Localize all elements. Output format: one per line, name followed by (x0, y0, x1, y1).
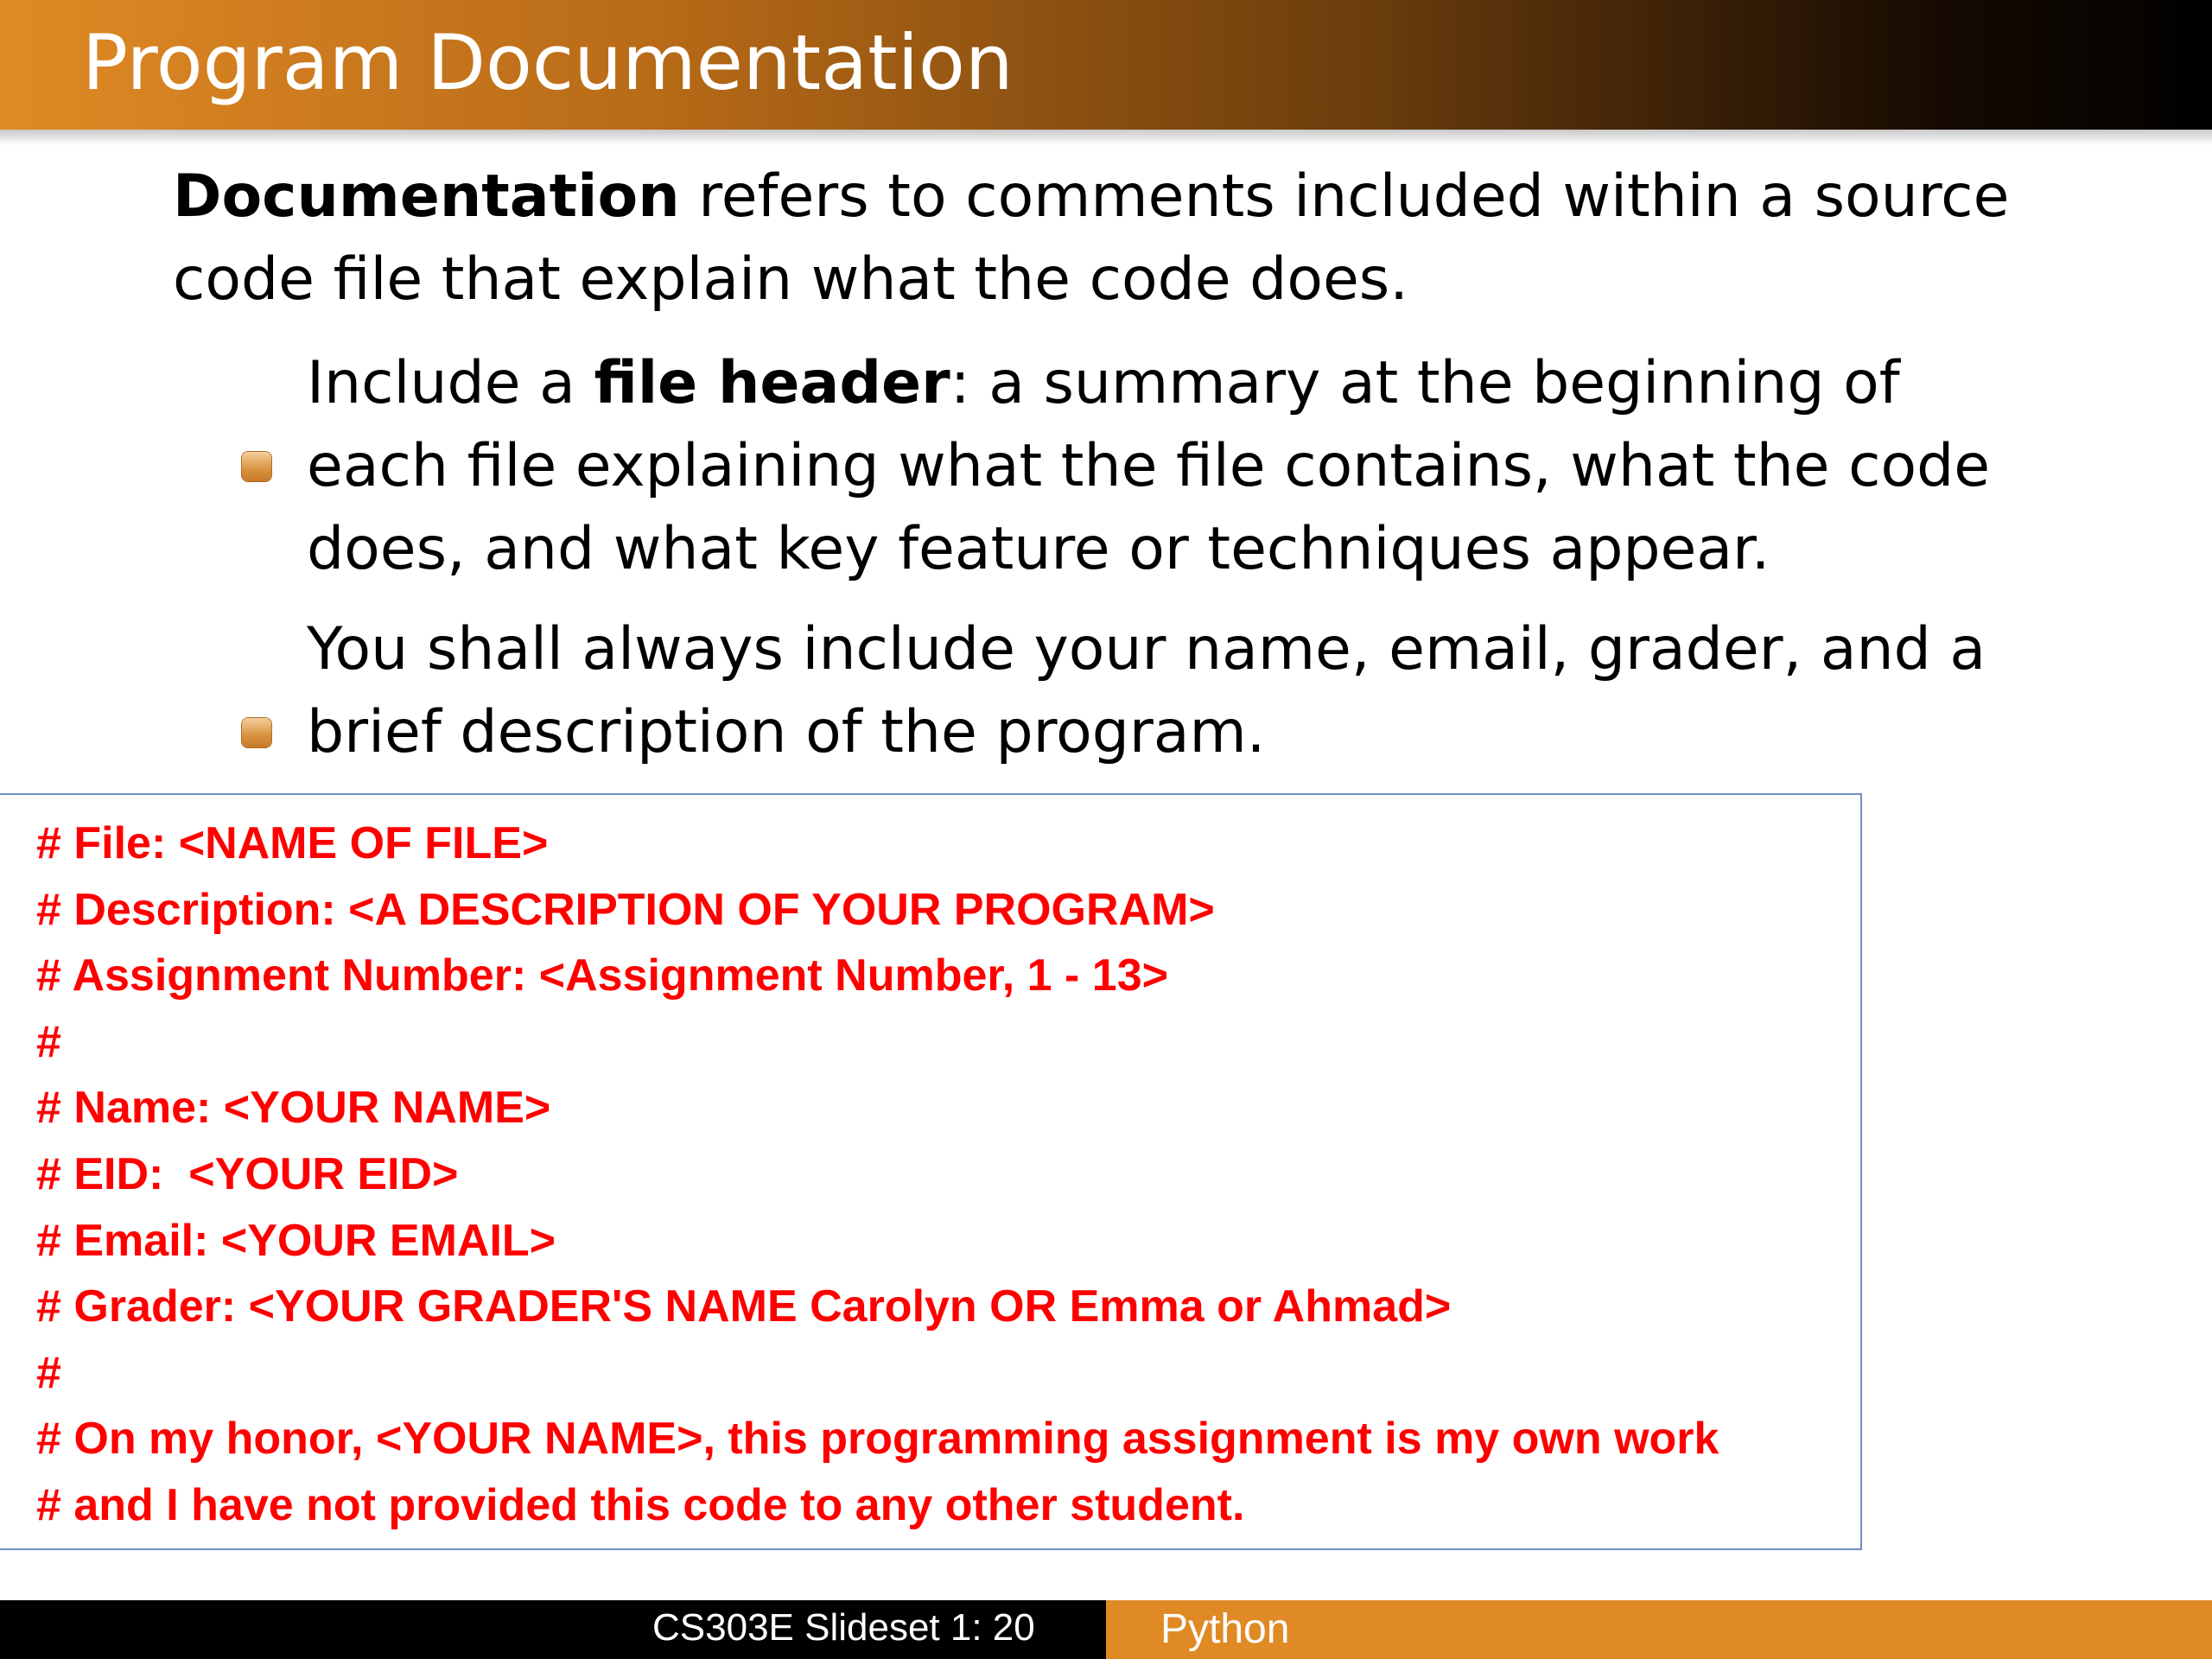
code-line-description: # Description: <A DESCRIPTION OF YOUR PROGRAM> (36, 884, 1215, 935)
code-line-eid: # EID: <YOUR EID> (36, 1148, 459, 1199)
bullet-icon (242, 718, 271, 747)
code-lines (36, 810, 1719, 1539)
code-line-honor-1: # On my honor, <YOUR NAME>, this programming assignment is my own work (36, 1414, 1719, 1465)
code-line-assignment: # Assignment Number: <Assignment Number, 1 - 13> (36, 950, 1168, 1001)
code-line-file: # File: <NAME OF FILE> (36, 818, 549, 868)
bullet-suffix: : a summary at the beginning of each file explaining what the file contains, what the code does, and what key feature or techniques appear. (307, 349, 1991, 583)
intro-text: refers to comments included within a source code file that explain what the code does. (173, 162, 2010, 314)
code-line-blank-comment: # (36, 1016, 61, 1067)
code-line-grader: # Grader: <YOUR GRADER'S NAME Carolyn OR Emma or Ahmad> (36, 1281, 1452, 1332)
slide-title: Program Documentation (82, 18, 1014, 107)
intro-paragraph (173, 156, 2056, 321)
bullet-prefix: Include a (307, 349, 594, 417)
title-bar-shadow (0, 130, 2212, 145)
footer-topic: Python (1160, 1606, 1290, 1652)
bullet-text: You shall always include your name, email, grader, and a brief description of the program. (307, 615, 1986, 766)
code-line-honor-2: # and I have not provided this code to any other student. (36, 1479, 1245, 1530)
code-line-email: # Email: <YOUR EMAIL> (36, 1215, 556, 1266)
bullet-text (307, 342, 2052, 591)
bullet-bold-term: file header (594, 349, 950, 417)
file-header-code-box (0, 793, 1862, 1550)
code-line-name: # Name: <YOUR NAME> (36, 1083, 551, 1134)
footer-slide-label: CS303E Slideset 1: 20 (652, 1606, 1035, 1649)
code-line-blank-comment: # (36, 1347, 61, 1398)
intro-term: Documentation (173, 162, 680, 231)
bullet-icon (242, 452, 271, 481)
